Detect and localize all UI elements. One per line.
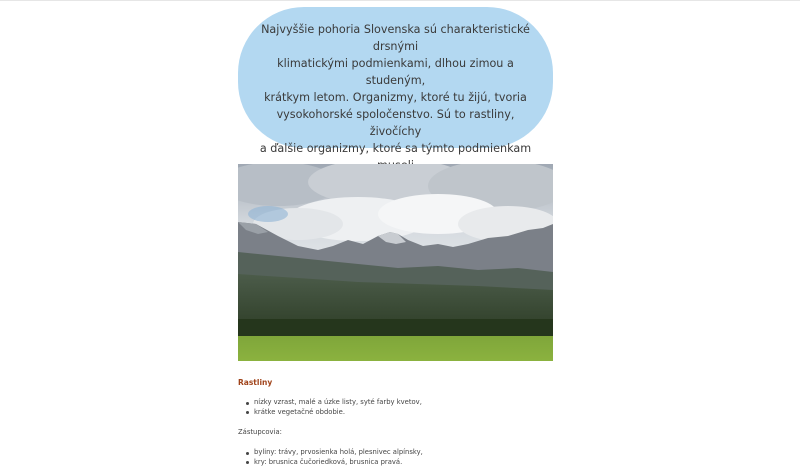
top-divider: [0, 0, 800, 1]
representatives-label: Zástupcovia:: [238, 428, 282, 436]
list-item: byliny: trávy, prvosienka holá, plesnivec alpínsky,: [246, 448, 423, 458]
intro-line: a ďalšie organizmy, ktoré sa týmto podmienkam: [256, 140, 535, 174]
plant-traits-list: [246, 398, 422, 417]
plant-representatives-list: [246, 448, 423, 467]
intro-line: klimatickými podmienkami, dlhou zimou a studeným,: [256, 55, 535, 89]
mountain-photo: [238, 164, 553, 361]
intro-line: vysokohorské spoločenstvo. Sú to rastliny, živočíchy: [256, 106, 535, 140]
list-item: krátke vegetačné obdobie.: [246, 408, 422, 418]
intro-line: Najvyššie pohoria Slovenska sú charakteristické drsnými: [256, 21, 535, 55]
section-title-plants: Rastliny: [238, 378, 272, 387]
list-item: nízky vzrast, malé a úzke listy, syté farby kvetov,: [246, 398, 422, 408]
list-item: kry: brusnica čučoriedková, brusnica pravá.: [246, 458, 423, 467]
intro-bubble: [238, 7, 553, 148]
intro-line: krátkym letom. Organizmy, ktoré tu žijú, tvoria: [256, 89, 535, 106]
